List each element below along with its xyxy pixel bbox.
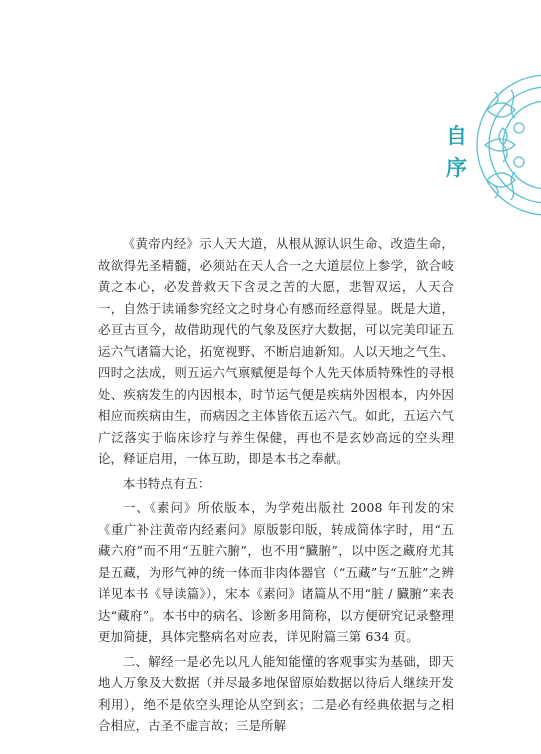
decorative-floral-ornament-icon xyxy=(467,70,541,220)
heading-char-zi: 自 xyxy=(446,123,467,148)
paragraph: 一、《素问》所依版本，为学苑出版社 2008 年刊发的宋《重广补注黄帝内经素问》原版影印版，转成简体字时，用“五藏六府”而不用“五脏六腑”，也不用“臓腑”，以中医之藏府尤其是五藏，为形气神的统一体而非肉体器官（“五藏”与“五脏”之辨详见本书《导读篇》），宋本《素问》诸篇从不用“脏 / 臓腑”来表达“藏府”。本书中的病名、诊断多用简称，以方便研究记录整理更加简捷，具体完整病名对应表，详见附篇三第 634 页。 xyxy=(98,500,454,644)
paragraph: 二、解经一是必先以凡人能知能懂的客观事实为基础，即天地人万象及大数据（并尽最多地保留原始数据以待后人继续开发利用），绝不是依空头理论从空到玄；二是必有经典依据与之相合相应，古圣不虚言故；三是所解 xyxy=(98,653,454,733)
preface-body xyxy=(98,233,454,740)
paragraph: 《黄帝内经》示人天大道，从根从源认识生命、改造生命，故欲得先圣精髓，必须站在天人合一之大道层位上参学，欲合岐黄之本心，必发普救天下含灵之苦的大愿，悲智双运，人天合一，自然于读诵参究经文之时身心有感而经意得显。既是大道，必亘古亘今，故借助现代的气象及医疗大数据，可以完美印证五运六气诸篇大论，拓宽视野、不断启迪新知。人以天地之气生、四时之法成，则五运六气禀赋便是每个人先天体质特殊性的寻根处、疾病发生的内因根本，时节运气便是疾病外因根本，内外因相应而疾病由生，而病因之主体皆依五运六气。如此，五运六气广泛落实于临床诊疗与养生保健，再也不是玄妙高远的空头理论，释证启用，一体互助，即是本书之奉献。 xyxy=(98,236,454,466)
heading-char-xu: 序 xyxy=(446,155,467,180)
paragraph: 本书特点有五： xyxy=(122,475,211,491)
